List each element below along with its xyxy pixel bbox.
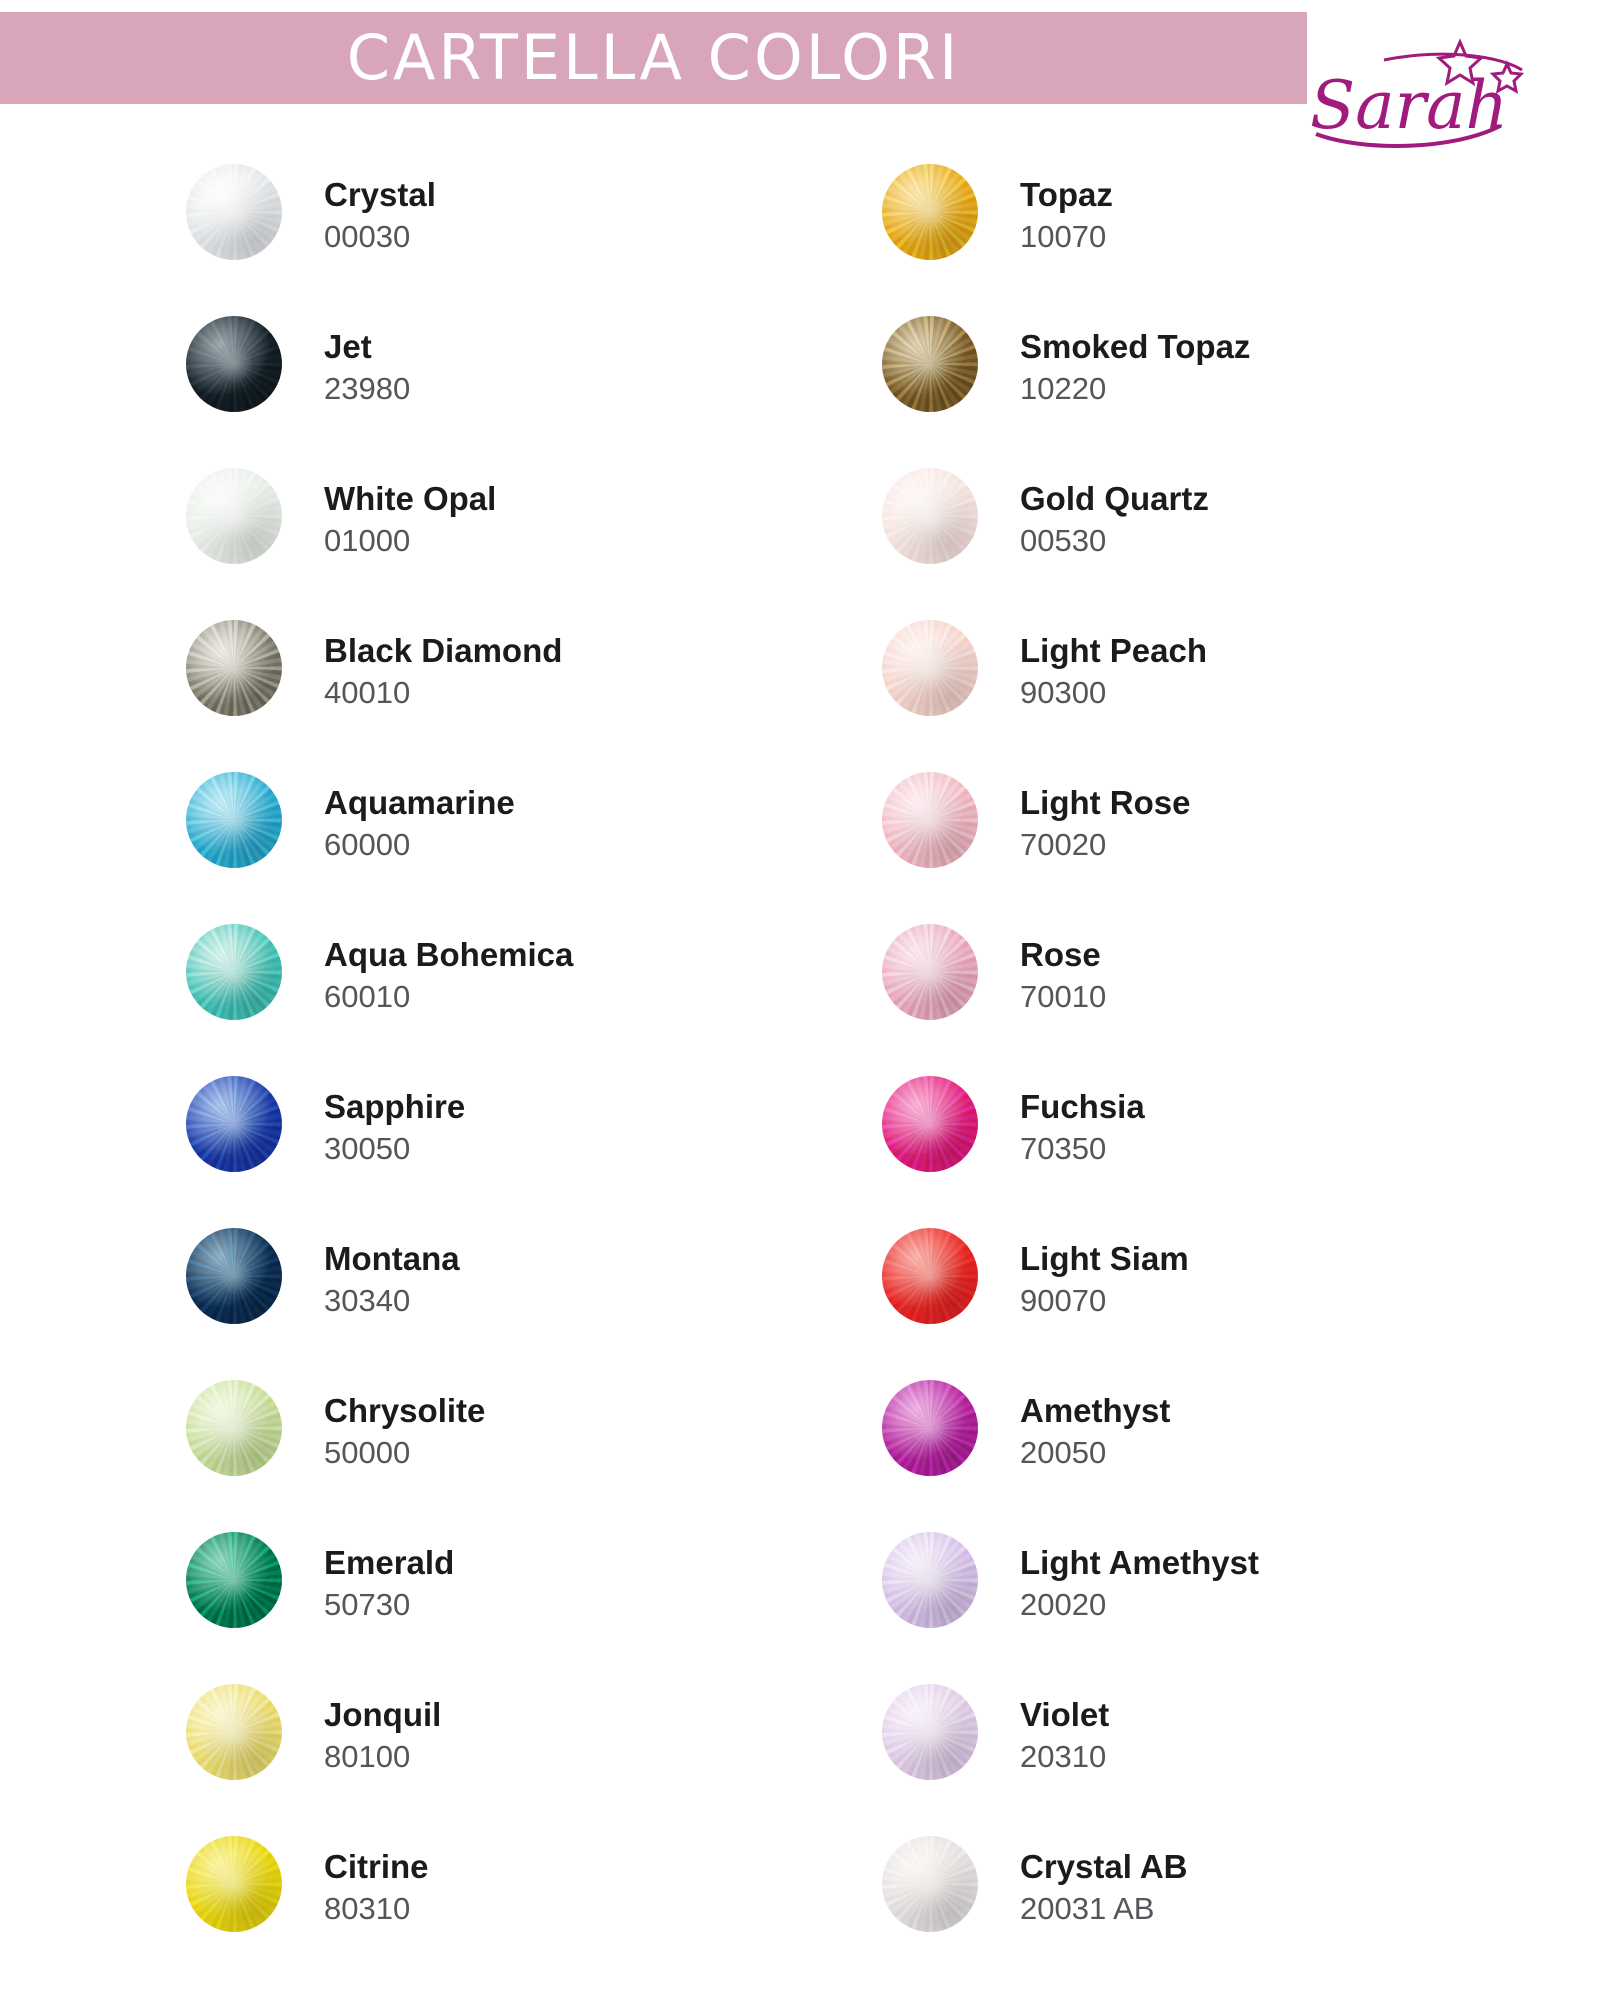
color-code: 00530	[1020, 522, 1107, 558]
stone-color-circle	[186, 1836, 282, 1932]
stone-swatch	[186, 1836, 290, 1940]
color-name: Aquamarine	[324, 783, 515, 821]
color-name: Sapphire	[324, 1087, 466, 1125]
color-row	[186, 292, 800, 444]
color-code: 20031 AB	[1020, 1890, 1155, 1926]
color-labels	[986, 784, 1191, 865]
stone-color-circle	[186, 924, 282, 1020]
stone-swatch	[186, 164, 290, 268]
color-code: 90070	[1020, 1282, 1107, 1318]
color-row	[882, 1508, 1600, 1660]
stone-swatch	[186, 1228, 290, 1332]
color-code: 10220	[1020, 370, 1107, 406]
color-code: 10070	[1020, 218, 1107, 254]
color-code: 20020	[1020, 1586, 1107, 1622]
color-labels	[290, 936, 573, 1017]
color-row	[186, 596, 800, 748]
color-name: Gold Quartz	[1020, 479, 1209, 517]
stone-swatch	[186, 1380, 290, 1484]
color-row	[186, 1052, 800, 1204]
color-labels	[986, 1240, 1189, 1321]
color-row	[882, 140, 1600, 292]
stone-swatch	[882, 1684, 986, 1788]
stone-color-circle	[186, 1684, 282, 1780]
color-name: Light Siam	[1020, 1239, 1189, 1277]
stone-color-circle	[882, 1532, 978, 1628]
color-labels	[986, 1696, 1109, 1777]
color-code: 40010	[324, 674, 411, 710]
stone-color-circle	[882, 1076, 978, 1172]
stone-color-circle	[882, 164, 978, 260]
color-name: Crystal	[324, 175, 436, 213]
color-row	[882, 900, 1600, 1052]
color-labels	[986, 328, 1250, 409]
color-row	[186, 1204, 800, 1356]
stone-color-circle	[882, 924, 978, 1020]
color-code: 20310	[1020, 1738, 1107, 1774]
stone-swatch	[882, 620, 986, 724]
stone-swatch	[882, 924, 986, 1028]
color-name: Smoked Topaz	[1020, 327, 1251, 365]
color-code: 23980	[324, 370, 411, 406]
color-code: 60000	[324, 826, 411, 862]
stone-color-circle	[186, 620, 282, 716]
stone-color-circle	[186, 1076, 282, 1172]
color-labels	[986, 1848, 1188, 1929]
brand-name: Sarah	[1310, 67, 1508, 144]
stone-swatch	[882, 1380, 986, 1484]
color-row	[186, 1508, 800, 1660]
color-row	[882, 292, 1600, 444]
stone-color-circle	[186, 1380, 282, 1476]
color-name: Rose	[1020, 935, 1101, 973]
color-name: Jonquil	[324, 1695, 442, 1733]
color-code: 60010	[324, 978, 411, 1014]
color-labels	[290, 784, 515, 865]
stone-color-circle	[186, 1532, 282, 1628]
color-row	[882, 596, 1600, 748]
color-row	[186, 1356, 800, 1508]
color-labels	[290, 328, 410, 409]
color-name: Citrine	[324, 1847, 429, 1885]
color-code: 01000	[324, 522, 411, 558]
color-name: Emerald	[324, 1543, 455, 1581]
stone-color-circle	[186, 772, 282, 868]
color-row	[186, 444, 800, 596]
stone-swatch	[186, 924, 290, 1028]
color-row	[186, 900, 800, 1052]
color-row	[186, 1812, 800, 1964]
color-labels	[290, 1240, 460, 1321]
stone-swatch	[882, 468, 986, 572]
color-name: Jet	[324, 327, 372, 365]
color-name: Topaz	[1020, 175, 1113, 213]
color-row	[186, 1660, 800, 1812]
color-name: Montana	[324, 1239, 460, 1277]
color-row	[882, 1812, 1600, 1964]
color-labels	[986, 1544, 1259, 1625]
stone-swatch	[186, 1076, 290, 1180]
color-code: 30340	[324, 1282, 411, 1318]
color-row	[882, 748, 1600, 900]
color-name: Light Peach	[1020, 631, 1208, 669]
color-code: 70010	[1020, 978, 1107, 1014]
stone-swatch	[882, 772, 986, 876]
color-labels	[986, 1392, 1170, 1473]
stone-swatch	[186, 1684, 290, 1788]
color-name: Chrysolite	[324, 1391, 486, 1429]
color-name: Light Amethyst	[1020, 1543, 1259, 1581]
stone-swatch	[186, 1532, 290, 1636]
color-name: Amethyst	[1020, 1391, 1171, 1429]
stone-color-circle	[882, 1228, 978, 1324]
color-labels	[290, 1392, 485, 1473]
color-row	[882, 1660, 1600, 1812]
color-row	[186, 140, 800, 292]
stone-color-circle	[186, 164, 282, 260]
stone-swatch	[186, 316, 290, 420]
stone-swatch	[186, 772, 290, 876]
stone-color-circle	[882, 1684, 978, 1780]
color-name: Crystal AB	[1020, 1847, 1188, 1885]
stone-swatch	[186, 620, 290, 724]
color-name: Aqua Bohemica	[324, 935, 574, 973]
color-row	[882, 1356, 1600, 1508]
stone-color-circle	[882, 1836, 978, 1932]
stone-color-circle	[882, 1380, 978, 1476]
color-labels	[290, 1696, 441, 1777]
stone-color-circle	[882, 772, 978, 868]
color-grid	[0, 140, 1600, 1964]
color-code: 50730	[324, 1586, 411, 1622]
color-labels	[986, 632, 1207, 713]
color-labels	[290, 632, 562, 713]
color-code: 50000	[324, 1434, 411, 1470]
color-name: Black Diamond	[324, 631, 563, 669]
color-code: 00030	[324, 218, 411, 254]
color-row	[882, 1052, 1600, 1204]
color-row	[882, 1204, 1600, 1356]
color-labels	[986, 1088, 1145, 1169]
color-column-left	[0, 140, 800, 1964]
color-name: Light Rose	[1020, 783, 1191, 821]
page-title: CARTELLA COLORI	[346, 21, 961, 94]
color-code: 70020	[1020, 826, 1107, 862]
stone-swatch	[882, 1228, 986, 1332]
color-code: 30050	[324, 1130, 411, 1166]
color-labels	[290, 1848, 429, 1929]
color-labels	[986, 176, 1113, 257]
color-code: 80100	[324, 1738, 411, 1774]
stone-swatch	[882, 1836, 986, 1940]
stone-swatch	[882, 316, 986, 420]
color-name: Fuchsia	[1020, 1087, 1145, 1125]
color-labels	[290, 1088, 465, 1169]
stone-swatch	[882, 164, 986, 268]
color-code: 80310	[324, 1890, 411, 1926]
header-bar	[0, 12, 1307, 104]
stone-swatch	[882, 1076, 986, 1180]
stone-color-circle	[882, 468, 978, 564]
stone-swatch	[882, 1532, 986, 1636]
color-code: 70350	[1020, 1130, 1107, 1166]
stone-swatch	[186, 468, 290, 572]
stone-color-circle	[882, 620, 978, 716]
color-labels	[290, 480, 496, 561]
color-labels	[290, 1544, 454, 1625]
color-code: 90300	[1020, 674, 1107, 710]
stone-color-circle	[186, 1228, 282, 1324]
stone-color-circle	[186, 468, 282, 564]
color-labels	[290, 176, 436, 257]
color-row	[882, 444, 1600, 596]
stone-color-circle	[882, 316, 978, 412]
color-name: Violet	[1020, 1695, 1110, 1733]
color-row	[186, 748, 800, 900]
color-name: White Opal	[324, 479, 497, 517]
color-labels	[986, 936, 1106, 1017]
color-code: 20050	[1020, 1434, 1107, 1470]
stone-color-circle	[186, 316, 282, 412]
color-labels	[986, 480, 1209, 561]
color-column-right	[800, 140, 1600, 1964]
